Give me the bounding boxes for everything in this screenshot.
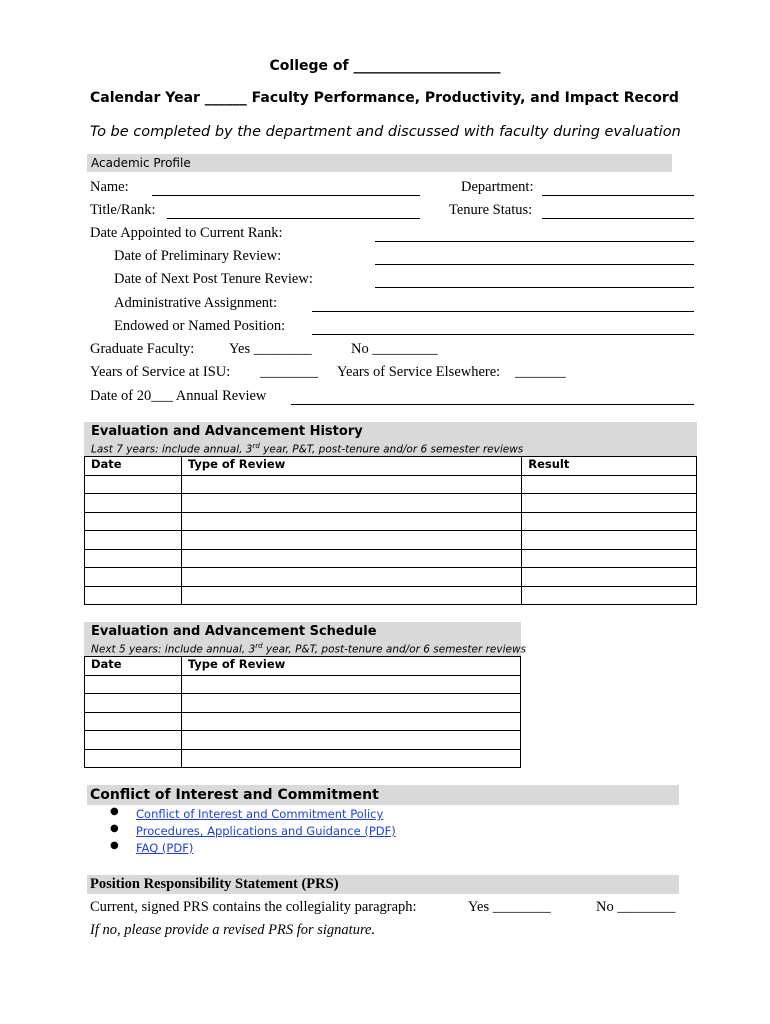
history-note: Last 7 years: include annual, 3rd year, P&T, post-tenure and/or 6 semester reviews — [91, 442, 524, 456]
table-row — [85, 749, 521, 768]
grad-faculty-yes[interactable]: Yes ________ — [229, 341, 312, 357]
date-next-ptr-label: Date of Next Post Tenure Review: — [114, 271, 313, 287]
list-item — [110, 824, 396, 841]
history-cell[interactable] — [181, 586, 521, 605]
annual-review-field[interactable] — [291, 404, 694, 405]
table-row — [85, 586, 697, 605]
grad-faculty-no[interactable]: No _________ — [351, 341, 438, 357]
schedule-cell[interactable] — [181, 731, 520, 750]
table-row — [85, 712, 521, 731]
history-col-type: Type of Review — [181, 457, 521, 476]
date-appointed-label: Date Appointed to Current Rank: — [90, 225, 283, 241]
history-cell[interactable] — [181, 512, 521, 531]
history-col-result: Result — [522, 457, 697, 476]
endowed-field[interactable] — [312, 334, 694, 335]
schedule-cell[interactable] — [181, 694, 520, 713]
prs-no[interactable]: No ________ — [596, 899, 676, 915]
history-cell[interactable] — [85, 549, 182, 568]
table-row — [85, 494, 697, 513]
college-line: College of _____________________ — [269, 58, 501, 74]
years-elsewhere-field[interactable]: _______ — [515, 364, 566, 380]
academic-profile-heading: Academic Profile — [91, 156, 191, 170]
history-cell[interactable] — [85, 568, 182, 587]
history-cell[interactable] — [522, 512, 697, 531]
table-row — [85, 512, 697, 531]
history-cell[interactable] — [522, 549, 697, 568]
history-cell[interactable] — [181, 494, 521, 513]
table-row — [85, 694, 521, 713]
title-rank-label: Title/Rank: — [90, 202, 156, 218]
history-cell[interactable] — [85, 586, 182, 605]
table-row — [85, 531, 697, 550]
schedule-col-type: Type of Review — [181, 657, 520, 676]
years-isu-field[interactable]: ________ — [260, 364, 318, 380]
schedule-cell[interactable] — [181, 675, 520, 694]
conflict-heading: Conflict of Interest and Commitment — [90, 787, 379, 803]
schedule-header-row — [85, 657, 521, 676]
record-title: Calendar Year ______ Faculty Performance, Productivity, and Impact Record — [90, 90, 679, 106]
history-heading: Evaluation and Advancement History — [91, 424, 363, 439]
date-prelim-label: Date of Preliminary Review: — [114, 248, 282, 264]
history-cell[interactable] — [85, 531, 182, 550]
prs-heading: Position Responsibility Statement (PRS) — [90, 876, 339, 892]
prs-statement: Current, signed PRS contains the collegiality paragraph: — [90, 899, 417, 915]
history-table — [84, 456, 697, 605]
date-prelim-field[interactable] — [375, 264, 694, 265]
schedule-cell[interactable] — [85, 731, 182, 750]
history-cell[interactable] — [181, 531, 521, 550]
prs-yes[interactable]: Yes ________ — [468, 899, 551, 915]
history-header-row — [85, 457, 697, 476]
prs-note: If no, please provide a revised PRS for signature. — [90, 922, 376, 938]
name-field[interactable] — [152, 195, 420, 196]
history-cell[interactable] — [181, 475, 521, 494]
grad-faculty-label: Graduate Faculty: — [90, 341, 195, 357]
conflict-policy-link[interactable]: Conflict of Interest and Commitment Policy — [136, 807, 384, 821]
schedule-col-date: Date — [85, 657, 182, 676]
history-col-date: Date — [85, 457, 182, 476]
schedule-cell[interactable] — [85, 694, 182, 713]
history-cell[interactable] — [522, 494, 697, 513]
schedule-table — [84, 656, 521, 768]
history-cell[interactable] — [181, 549, 521, 568]
years-elsewhere-label: Years of Service Elsewhere: — [337, 364, 501, 380]
years-isu-label: Years of Service at ISU: — [90, 364, 231, 380]
history-cell[interactable] — [522, 586, 697, 605]
date-next-ptr-field[interactable] — [375, 287, 694, 288]
department-label: Department: — [461, 179, 534, 195]
history-cell[interactable] — [181, 568, 521, 587]
list-item — [110, 807, 396, 824]
admin-assignment-label: Administrative Assignment: — [114, 295, 278, 311]
table-row — [85, 731, 521, 750]
procedures-guidance-link[interactable]: Procedures, Applications and Guidance (PDF) — [136, 824, 396, 838]
schedule-cell[interactable] — [181, 749, 520, 768]
history-cell[interactable] — [85, 475, 182, 494]
schedule-heading: Evaluation and Advancement Schedule — [91, 624, 377, 639]
instruction-text: To be completed by the department and discussed with faculty during evaluation — [90, 124, 681, 140]
history-cell[interactable] — [522, 475, 697, 494]
schedule-cell[interactable] — [85, 749, 182, 768]
history-cell[interactable] — [522, 568, 697, 587]
history-cell[interactable] — [522, 531, 697, 550]
department-field[interactable] — [542, 195, 694, 196]
endowed-label: Endowed or Named Position: — [114, 318, 286, 334]
list-item — [110, 841, 396, 858]
history-cell[interactable] — [85, 494, 182, 513]
table-row — [85, 568, 697, 587]
schedule-note: Next 5 years: include annual, 3rd year, P&T, post-tenure and/or 6 semester reviews — [91, 642, 527, 656]
schedule-cell[interactable] — [85, 675, 182, 694]
table-row — [85, 475, 697, 494]
name-label: Name: — [90, 179, 129, 195]
schedule-cell[interactable] — [181, 712, 520, 731]
schedule-cell[interactable] — [85, 712, 182, 731]
title-rank-field[interactable] — [167, 218, 420, 219]
table-row — [85, 549, 697, 568]
table-row — [85, 675, 521, 694]
faq-link[interactable]: FAQ (PDF) — [136, 841, 194, 855]
tenure-status-field[interactable] — [542, 218, 694, 219]
conflict-links-list — [110, 807, 396, 858]
tenure-status-label: Tenure Status: — [449, 202, 533, 218]
history-cell[interactable] — [85, 512, 182, 531]
annual-review-label: Date of 20___ Annual Review — [90, 388, 267, 404]
date-appointed-field[interactable] — [375, 241, 694, 242]
admin-assignment-field[interactable] — [312, 311, 694, 312]
